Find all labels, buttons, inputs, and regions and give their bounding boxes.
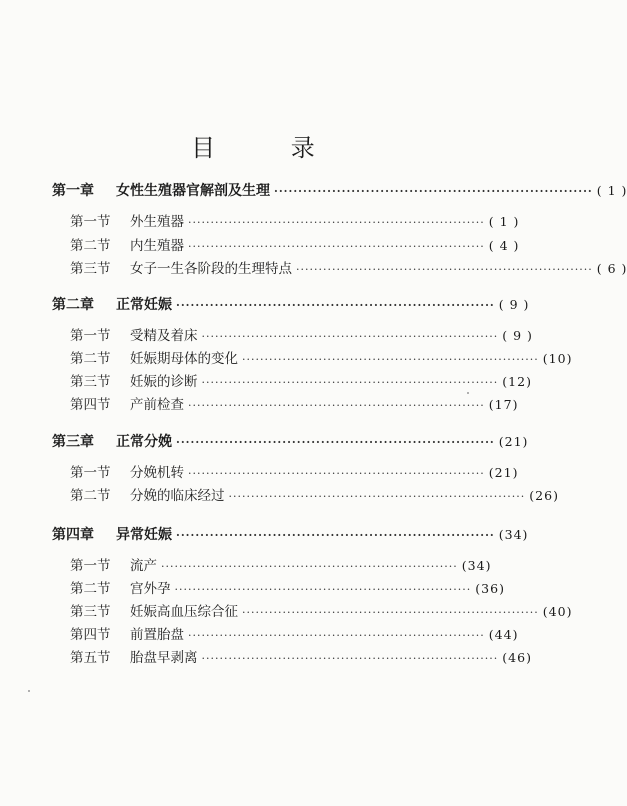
toc-section[interactable] (70, 348, 573, 370)
leader-dots: ·································································· (161, 560, 458, 573)
toc-chapter-1[interactable] (52, 180, 627, 202)
section-number: 第一节 (70, 328, 111, 344)
toc-section[interactable] (70, 601, 573, 623)
page-number: (36) (475, 581, 505, 596)
scan-speck (28, 690, 30, 692)
section-title: 女子一生各阶段的生理特点 (130, 261, 292, 277)
section-title: 宫外孕 (130, 581, 171, 597)
section-title: 分娩的临床经过 (130, 488, 225, 504)
toc-section[interactable] (70, 325, 533, 347)
section-title: 分娩机转 (130, 465, 184, 481)
section-number: 第四节 (70, 397, 111, 413)
section-title: 产前检查 (130, 397, 184, 413)
toc-chapter-2[interactable] (52, 294, 530, 316)
page-number: (21) (488, 465, 519, 480)
page-number: (46) (502, 650, 532, 665)
leader-dots: ·································································· (174, 583, 472, 596)
toc-section[interactable] (70, 371, 532, 393)
leader-dots: ·································································· (188, 629, 485, 642)
scan-speck (467, 392, 469, 394)
leader-dots: ·································································· (201, 376, 499, 389)
page-number: ( 9 ) (498, 297, 530, 312)
page-number: ( 1 ) (596, 183, 627, 198)
page-number: (34) (461, 558, 492, 573)
chapter-title: 女性生殖器官解剖及生理 (116, 183, 270, 199)
chapter-number: 第四章 (52, 527, 94, 543)
section-title: 妊娠高血压综合征 (130, 604, 238, 620)
page-number: (21) (498, 434, 529, 449)
chapter-title: 正常妊娠 (116, 297, 172, 313)
section-number: 第二节 (70, 238, 111, 254)
page-number: (40) (542, 604, 573, 619)
chapter-title: 异常妊娠 (116, 527, 172, 543)
section-title: 妊娠的诊断 (130, 374, 198, 390)
section-number: 第三节 (70, 604, 111, 620)
toc-section[interactable] (70, 555, 492, 577)
toc-section[interactable] (70, 647, 532, 669)
toc-section[interactable] (70, 485, 559, 507)
leader-dots: ·································································· (176, 529, 495, 542)
section-number: 第二节 (70, 581, 111, 597)
section-title: 外生殖器 (130, 214, 184, 230)
page-number: (26) (529, 488, 559, 503)
toc-chapter-4[interactable] (52, 524, 529, 546)
page-number: (34) (498, 527, 529, 542)
leader-dots: ·································································· (274, 185, 593, 198)
chapter-title: 正常分娩 (116, 434, 172, 450)
leader-dots: ·································································· (188, 216, 485, 229)
leader-dots: ·································································· (201, 652, 499, 665)
toc-section[interactable] (70, 578, 505, 600)
toc-section[interactable] (70, 211, 520, 233)
section-number: 第三节 (70, 374, 111, 390)
page-number: ( 6 ) (596, 261, 627, 276)
section-number: 第三节 (70, 261, 111, 277)
section-number: 第一节 (70, 558, 111, 574)
section-number: 第一节 (70, 214, 111, 230)
section-title: 受精及着床 (130, 328, 198, 344)
section-title: 内生殖器 (130, 238, 184, 254)
toc-section[interactable] (70, 394, 519, 416)
section-title: 胎盘早剥离 (130, 650, 198, 666)
leader-dots: ·································································· (188, 467, 485, 480)
section-title: 妊娠期母体的变化 (130, 351, 238, 367)
leader-dots: ·································································· (176, 299, 495, 312)
page-number: ( 4 ) (488, 238, 520, 253)
page-title: 目 录 (191, 134, 349, 162)
chapter-number: 第一章 (52, 183, 94, 199)
section-number: 第五节 (70, 650, 111, 666)
leader-dots: ·································································· (176, 436, 495, 449)
leader-dots: ·································································· (188, 399, 485, 412)
leader-dots: ·································································· (201, 330, 499, 343)
leader-dots: ·································································· (242, 353, 539, 366)
page-number: (44) (488, 627, 519, 642)
page-number: (12) (502, 374, 532, 389)
page-number: (10) (542, 351, 573, 366)
page-number: ( 1 ) (488, 214, 520, 229)
section-number: 第四节 (70, 627, 111, 643)
toc-section[interactable] (70, 235, 520, 257)
section-title: 前置胎盘 (130, 627, 184, 643)
page-number: ( 9 ) (502, 328, 533, 343)
page-number: (17) (488, 397, 519, 412)
leader-dots: ·································································· (296, 263, 593, 276)
leader-dots: ·································································· (188, 240, 485, 253)
toc-chapter-3[interactable] (52, 431, 529, 453)
section-number: 第二节 (70, 488, 111, 504)
leader-dots: ·································································· (228, 490, 526, 503)
leader-dots: ·································································· (242, 606, 539, 619)
section-number: 第二节 (70, 351, 111, 367)
chapter-number: 第三章 (52, 434, 94, 450)
section-title: 流产 (130, 558, 157, 574)
section-number: 第一节 (70, 465, 111, 481)
chapter-number: 第二章 (52, 297, 94, 313)
toc-section[interactable] (70, 624, 519, 646)
toc-section[interactable] (70, 258, 627, 280)
toc-section[interactable] (70, 462, 519, 484)
